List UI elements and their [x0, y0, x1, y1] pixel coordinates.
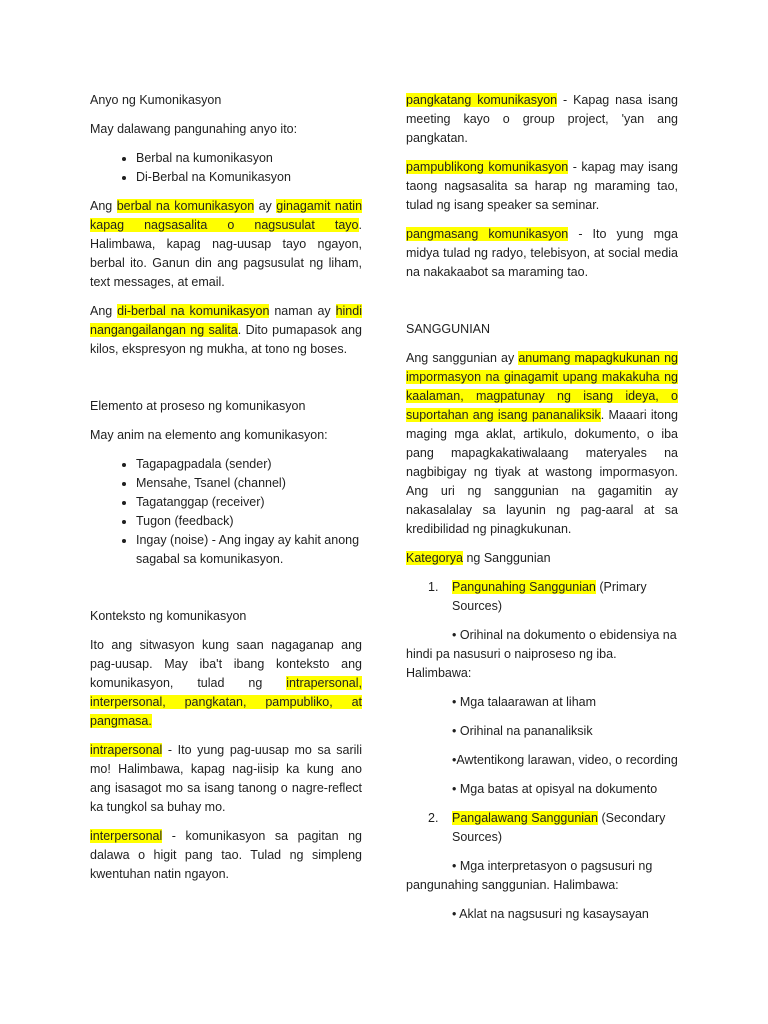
highlight: hindi nangangailangan ng salita — [90, 304, 362, 337]
highlight: ginagamit natin kapag nagsasalita o nagsusulat tayo — [90, 199, 363, 232]
primary-list — [406, 578, 678, 616]
highlight: pampublikong komunikasyon — [406, 160, 569, 174]
konteksto-paragraph: Ito ang sitwasyon kung saan nagaganap ang pag-uusap. May iba't ibang konteksto ang komunikasyon, tulad ng intrapersonal, interpersonal, pangkatan, pampubliko, at pangmasa. — [90, 638, 362, 728]
list-item: • Ingay (noise) - Ang ingay ay kahit anong sagabal sa komunikasyon. — [136, 531, 362, 569]
anyo-intro: May dalawang pangunahing anyo ito: — [90, 122, 298, 136]
primary-example: • Mga talaarawan at liham — [452, 695, 597, 709]
list-item: • Tagapagpadala (sender) — [136, 455, 362, 474]
elemento-intro: May anim na elemento ang komunikasyon: — [90, 428, 328, 442]
diberbal-paragraph: Ang di-berbal na komunikasyon naman ay hindi nangangailangan ng salita. Dito pumapasok ang kilos, ekspresyon ng mukha, at tono ng boses. — [90, 304, 362, 356]
secondary-desc: • Mga interpretasyon o pagsusuri ng pangunahing sanggunian. Halimbawa: — [406, 859, 653, 892]
list-item: • Tagatanggap (receiver) — [136, 493, 362, 512]
right-column — [406, 91, 678, 934]
secondary-example: • Aklat na nagsusuri ng kasaysayan — [452, 907, 649, 921]
intrapersonal-paragraph: intrapersonal - Ito yung pag-uusap mo sa sarili mo! Halimbawa, kapag nag-iisip ka kung ano ang isasagot mo sa isang tanong o nagre-reflect ka tungkol sa buhay mo. — [90, 743, 362, 814]
secondary-list — [406, 809, 678, 847]
kategorya-heading: Kategorya ng Sanggunian — [406, 551, 551, 565]
list-item: 2. Pangalawang Sanggunian (Secondary Sources) — [428, 811, 666, 844]
highlight: berbal na komunikasyon — [116, 199, 255, 213]
pangmasa-paragraph: pangmasang komunikasyon - Ito yung mga midya tulad ng radyo, telebisyon, at social media na nakakaabot sa maraming tao. — [406, 227, 678, 279]
highlight: intrapersonal, interpersonal, pangkatan, pampubliko, at pangmasa. — [90, 676, 362, 728]
heading-sanggunian: SANGGUNIAN — [406, 322, 491, 336]
primary-example: • Orihinal na pananaliksik — [452, 724, 593, 738]
elemento-list — [90, 455, 362, 569]
highlight: pangmasang komunikasyon — [406, 227, 569, 241]
list-item: • Mensahe, Tsanel (channel) — [136, 474, 362, 493]
list-item: • Tugon (feedback) — [136, 512, 362, 531]
heading-elemento: Elemento at proseso ng komunikasyon — [90, 399, 306, 413]
highlight: intrapersonal — [90, 743, 163, 757]
heading-konteksto: Konteksto ng komunikasyon — [90, 609, 247, 623]
left-column — [90, 91, 362, 894]
primary-example: •Awtentikong larawan, video, o recording — [452, 753, 678, 767]
heading-anyo: Anyo ng Kumonikasyon — [90, 93, 222, 107]
highlight: Kategorya — [406, 551, 463, 565]
sanggunian-paragraph: Ang sanggunian ay anumang mapagkukunan ng impormasyon na ginagamit upang makakuha ng kaalaman, magpatunay ng isang ideya, o suportahan ang isang pananaliksik. Maaari itong maging mga aklat, artikulo, dokumento, o iba pang mapagkakatiwalaang materyales na nagbibigay ng tiyak at wastong impormasyon. Ang uri ng sanggunian na gagamitin ay nakasalalay sa layunin ng pag-aaral at sa kredibilidad ng pinagkukunan. — [406, 351, 679, 536]
list-item: • Di-Berbal na Komunikasyon — [136, 168, 362, 187]
highlight: interpersonal — [90, 829, 163, 843]
highlight: Pangalawang Sanggunian — [452, 811, 598, 825]
highlight: Pangunahing Sanggunian — [452, 580, 596, 594]
berbal-paragraph: Ang berbal na komunikasyon ay ginagamit natin kapag nagsasalita o nagsusulat tayo. Halimbawa, kapag nag-uusap tayo ngayon, berbal ito. Ganun din ang pagsusulat ng liham, text messages, at email. — [90, 199, 363, 289]
primary-desc: • Orihinal na dokumento o ebidensiya na hindi pa nasusuri o naiproseso ng iba. Halimbawa: — [406, 628, 677, 680]
highlight: di-berbal na komunikasyon — [117, 304, 270, 318]
anyo-list — [90, 149, 362, 187]
highlight: anumang mapagkukunan ng impormasyon na ginagamit upang makakuha ng kaalaman, magpatunay ng isang ideya, o suportahan ang isang pananaliksik — [406, 351, 678, 422]
pampubliko-paragraph: pampublikong komunikasyon - kapag may isang taong nagsasalita sa harap ng maraming tao, tulad ng isang speaker sa seminar. — [406, 160, 678, 212]
interpersonal-paragraph: interpersonal - komunikasyon sa pagitan ng dalawa o higit pang tao. Tulad ng simpleng kwentuhan natin ngayon. — [90, 829, 362, 881]
list-item: 1. Pangunahing Sanggunian (Primary Sources) — [428, 580, 647, 613]
primary-example: • Mga batas at opisyal na dokumento — [452, 782, 658, 796]
highlight: pangkatang komunikasyon — [406, 93, 558, 107]
pangkatan-paragraph: pangkatang komunikasyon - Kapag nasa isang meeting kayo o group project, 'yan ang pangkatan. — [406, 93, 678, 145]
list-item: • Berbal na kumonikasyon — [136, 149, 362, 168]
